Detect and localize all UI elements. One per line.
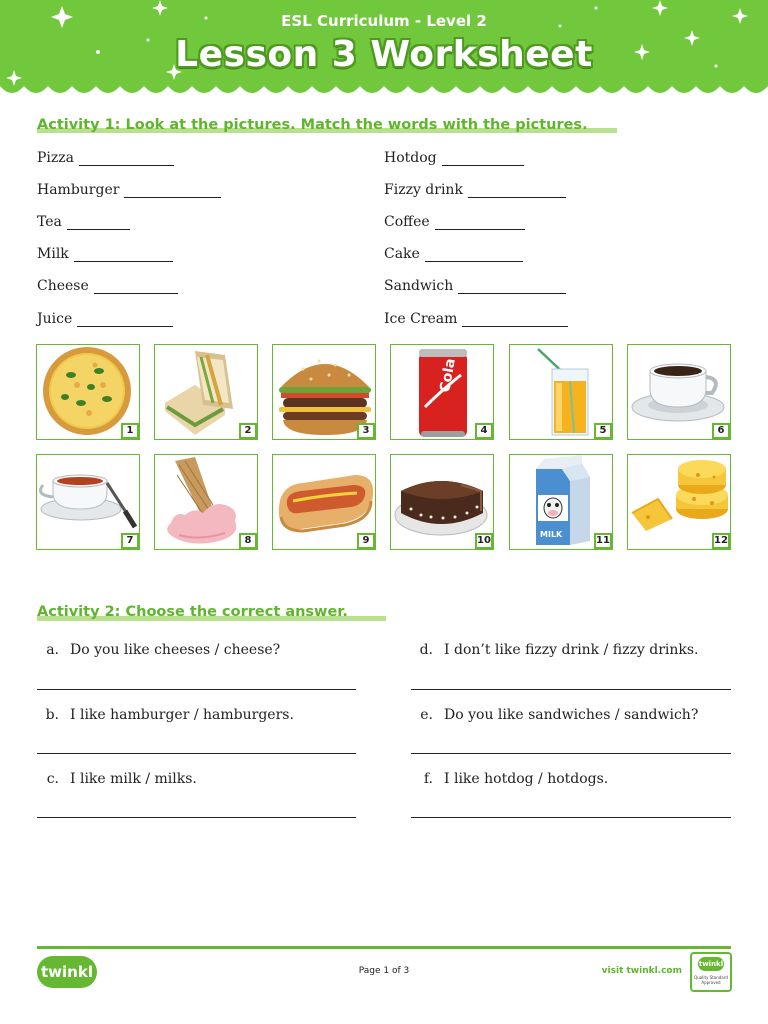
picture-card-5 bbox=[509, 344, 613, 440]
question-a: a. Do you like cheeses / cheese? bbox=[46, 642, 281, 658]
answer-line[interactable] bbox=[94, 282, 178, 294]
word-coffee: Coffee bbox=[384, 214, 525, 230]
answer-line[interactable] bbox=[435, 218, 525, 230]
word-pizza: Pizza bbox=[37, 150, 174, 166]
footer-divider bbox=[37, 946, 731, 949]
answer-line-a[interactable] bbox=[37, 689, 356, 690]
answer-line[interactable] bbox=[124, 186, 221, 198]
picture-number: 6 bbox=[712, 423, 730, 439]
visit-link[interactable]: visit twinkl.com bbox=[601, 966, 682, 976]
badge-text: Quality Standard Approved bbox=[694, 975, 728, 985]
question-e: e. Do you like sandwiches / sandwich? bbox=[420, 707, 699, 723]
picture-card-12 bbox=[627, 454, 731, 550]
question-f: f. I like hotdog / hotdogs. bbox=[423, 771, 609, 787]
worksheet-title: Lesson 3 Worksheet bbox=[175, 34, 593, 75]
picture-card-7 bbox=[36, 454, 140, 550]
picture-card-3 bbox=[272, 344, 376, 440]
answer-line[interactable] bbox=[442, 154, 524, 166]
page-number: Page 1 of 3 bbox=[358, 966, 410, 976]
picture-card-9 bbox=[272, 454, 376, 550]
answer-line[interactable] bbox=[425, 250, 523, 262]
answer-line[interactable] bbox=[67, 218, 130, 230]
word-sandwich: Sandwich bbox=[384, 278, 566, 294]
badge-logo: twinkl bbox=[698, 957, 724, 971]
picture-card-8 bbox=[154, 454, 258, 550]
word-cheese: Cheese bbox=[37, 278, 178, 294]
picture-card-11 bbox=[509, 454, 613, 550]
answer-line[interactable] bbox=[74, 250, 173, 262]
answer-line[interactable] bbox=[468, 186, 566, 198]
answer-line[interactable] bbox=[462, 315, 568, 327]
quality-badge-icon bbox=[690, 952, 732, 992]
answer-line-d[interactable] bbox=[411, 689, 731, 690]
answer-line-b[interactable] bbox=[37, 753, 356, 754]
answer-line[interactable] bbox=[77, 315, 173, 327]
picture-card-6 bbox=[627, 344, 731, 440]
picture-card-2 bbox=[154, 344, 258, 440]
question-c: c. I like milk / milks. bbox=[46, 771, 197, 787]
word-hamburger: Hamburger bbox=[37, 182, 221, 198]
activity1-heading: Activity 1: Look at the pictures. Match the words with the pictures. bbox=[37, 117, 588, 133]
picture-number: 12 bbox=[712, 533, 730, 549]
answer-line[interactable] bbox=[458, 282, 566, 294]
word-ice-cream: Ice Cream bbox=[384, 311, 568, 327]
question-d: d. I don’t like fizzy drink / fizzy drinks. bbox=[419, 642, 699, 658]
picture-number: 8 bbox=[239, 533, 257, 549]
word-fizzy-drink: Fizzy drink bbox=[384, 182, 566, 198]
word-milk: Milk bbox=[37, 246, 173, 262]
picture-number: 2 bbox=[239, 423, 257, 439]
word-cake: Cake bbox=[384, 246, 523, 262]
svg-text:Cola: Cola bbox=[437, 357, 459, 394]
header-banner bbox=[0, 0, 768, 100]
picture-number: 11 bbox=[594, 533, 612, 549]
word-hotdog: Hotdog bbox=[384, 150, 524, 166]
answer-line[interactable] bbox=[79, 154, 174, 166]
answer-line-e[interactable] bbox=[411, 753, 731, 754]
word-tea: Tea bbox=[37, 214, 130, 230]
picture-number: 1 bbox=[121, 423, 139, 439]
picture-card-1 bbox=[36, 344, 140, 440]
picture-number: 5 bbox=[594, 423, 612, 439]
picture-number: 3 bbox=[357, 423, 375, 439]
answer-line-f[interactable] bbox=[411, 817, 731, 818]
picture-number: 7 bbox=[121, 533, 139, 549]
picture-card-4 bbox=[390, 344, 494, 440]
word-juice: Juice bbox=[37, 311, 173, 327]
svg-text:MILK: MILK bbox=[540, 530, 563, 539]
worksheet-subtitle: ESL Curriculum - Level 2 bbox=[281, 12, 487, 30]
picture-number: 9 bbox=[357, 533, 375, 549]
twinkl-logo[interactable]: twinkl bbox=[37, 956, 97, 988]
activity2-heading: Activity 2: Choose the correct answer. bbox=[37, 604, 348, 620]
picture-number: 4 bbox=[475, 423, 493, 439]
question-b: b. I like hamburger / hamburgers. bbox=[45, 707, 294, 723]
picture-card-10 bbox=[390, 454, 494, 550]
picture-number: 10 bbox=[475, 533, 493, 549]
answer-line-c[interactable] bbox=[37, 817, 356, 818]
